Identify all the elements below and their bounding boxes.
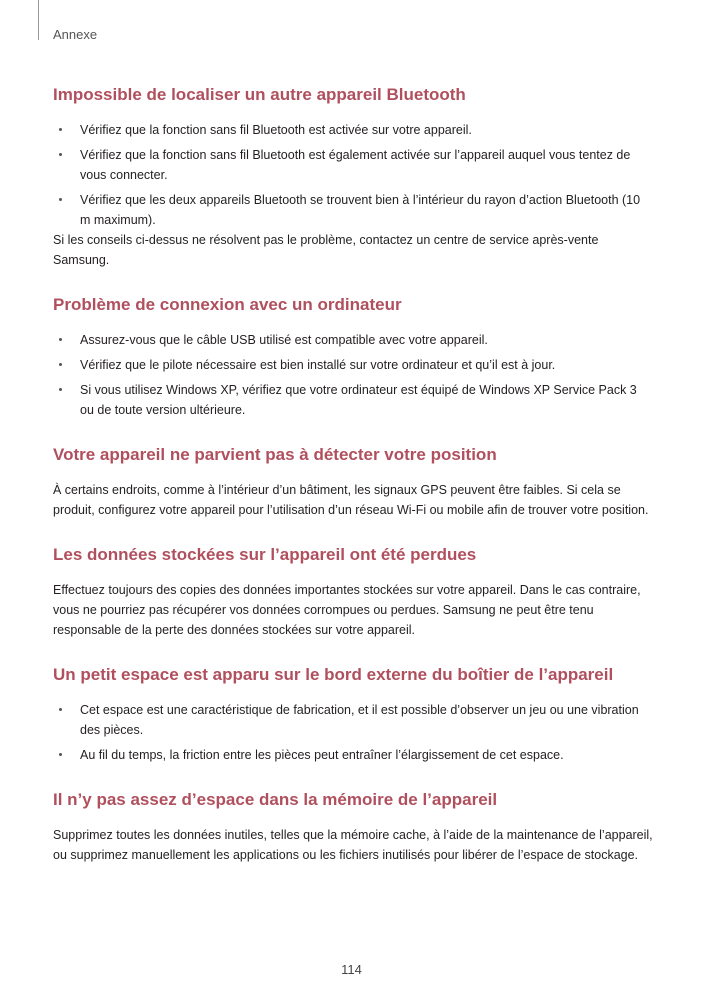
list-item-text: Au fil du temps, la friction entre les pièces peut entraîner l’élargissement de cet espace. (80, 748, 564, 762)
bullet-icon (59, 153, 62, 156)
bullet-list (53, 700, 653, 765)
section-paragraph: Si les conseils ci-dessus ne résolvent pas le problème, contactez un centre de service après-vente Samsung. (53, 233, 599, 267)
list-item (53, 700, 653, 740)
section-title: Impossible de localiser un autre appareil Bluetooth (53, 85, 466, 104)
list-item-text: Si vous utilisez Windows XP, vérifiez que votre ordinateur est équipé de Windows XP Service Pack 3 ou de toute version ultérieure. (80, 383, 637, 417)
list-item-text: Cet espace est une caractéristique de fabrication, et il est possible d’observer un jeu ou une vibration des pièces. (80, 703, 639, 737)
list-item-text: Vérifiez que les deux appareils Bluetooth se trouvent bien à l’intérieur du rayon d’action Bluetooth (10 m maximum). (80, 193, 641, 227)
section-data-lost (53, 544, 653, 640)
page-edge-rule (38, 0, 39, 40)
list-item-text: Vérifiez que le pilote nécessaire est bien installé sur votre ordinateur et qu’il est à jour. (80, 358, 556, 372)
list-item (53, 380, 653, 420)
bullet-icon (59, 708, 62, 711)
list-item-text: Vérifiez que la fonction sans fil Bluetooth est activée sur votre appareil. (80, 123, 472, 137)
bullet-icon (59, 388, 62, 391)
bullet-list (53, 330, 653, 420)
section-computer-connection (53, 294, 653, 420)
bullet-icon (59, 198, 62, 201)
bullet-icon (59, 363, 62, 366)
section-title: Un petit espace est apparu sur le bord externe du boîtier de l’appareil (53, 665, 614, 684)
bullet-icon (59, 338, 62, 341)
running-header: Annexe (53, 27, 98, 42)
bullet-icon (59, 753, 62, 756)
bullet-list (53, 120, 653, 230)
section-case-gap (53, 664, 653, 765)
section-title: Il n’y pas assez d’espace dans la mémoire de l’appareil (53, 790, 498, 809)
section-title: Problème de connexion avec un ordinateur (53, 295, 402, 314)
section-storage (53, 789, 653, 865)
list-item-text: Vérifiez que la fonction sans fil Bluetooth est également activée sur l’appareil auquel vous tentez de vous connecter. (80, 148, 631, 182)
list-item-text: Assurez-vous que le câble USB utilisé est compatible avec votre appareil. (80, 333, 488, 347)
list-item (53, 190, 653, 230)
section-title: Les données stockées sur l’appareil ont été perdues (53, 545, 477, 564)
page-content (53, 84, 653, 889)
list-item (53, 120, 653, 140)
list-item (53, 355, 653, 375)
section-bluetooth (53, 84, 653, 270)
list-item (53, 145, 653, 185)
section-paragraph: Effectuez toujours des copies des données importantes stockées sur votre appareil. Dans le cas contraire, vous ne pourriez pas récupérer vos données corrompues ou perdues. Samsung ne peut être tenu responsable de la perte des données stockées sur votre appareil. (53, 583, 641, 637)
bullet-icon (59, 128, 62, 131)
list-item (53, 330, 653, 350)
list-item (53, 745, 653, 765)
section-position (53, 444, 653, 520)
page-number: 114 (341, 962, 362, 977)
section-paragraph: Supprimez toutes les données inutiles, telles que la mémoire cache, à l’aide de la maintenance de l’appareil, ou supprimez manuellement les applications ou les fichiers inutilisés pour libérer de l’espace de stockage. (53, 828, 653, 862)
section-paragraph: À certains endroits, comme à l’intérieur d’un bâtiment, les signaux GPS peuvent être faibles. Si cela se produit, configurez votre appareil pour l’utilisation d’un réseau Wi-Fi ou mobile afin de trouver votre position. (53, 483, 649, 517)
section-title: Votre appareil ne parvient pas à détecter votre position (53, 445, 497, 464)
